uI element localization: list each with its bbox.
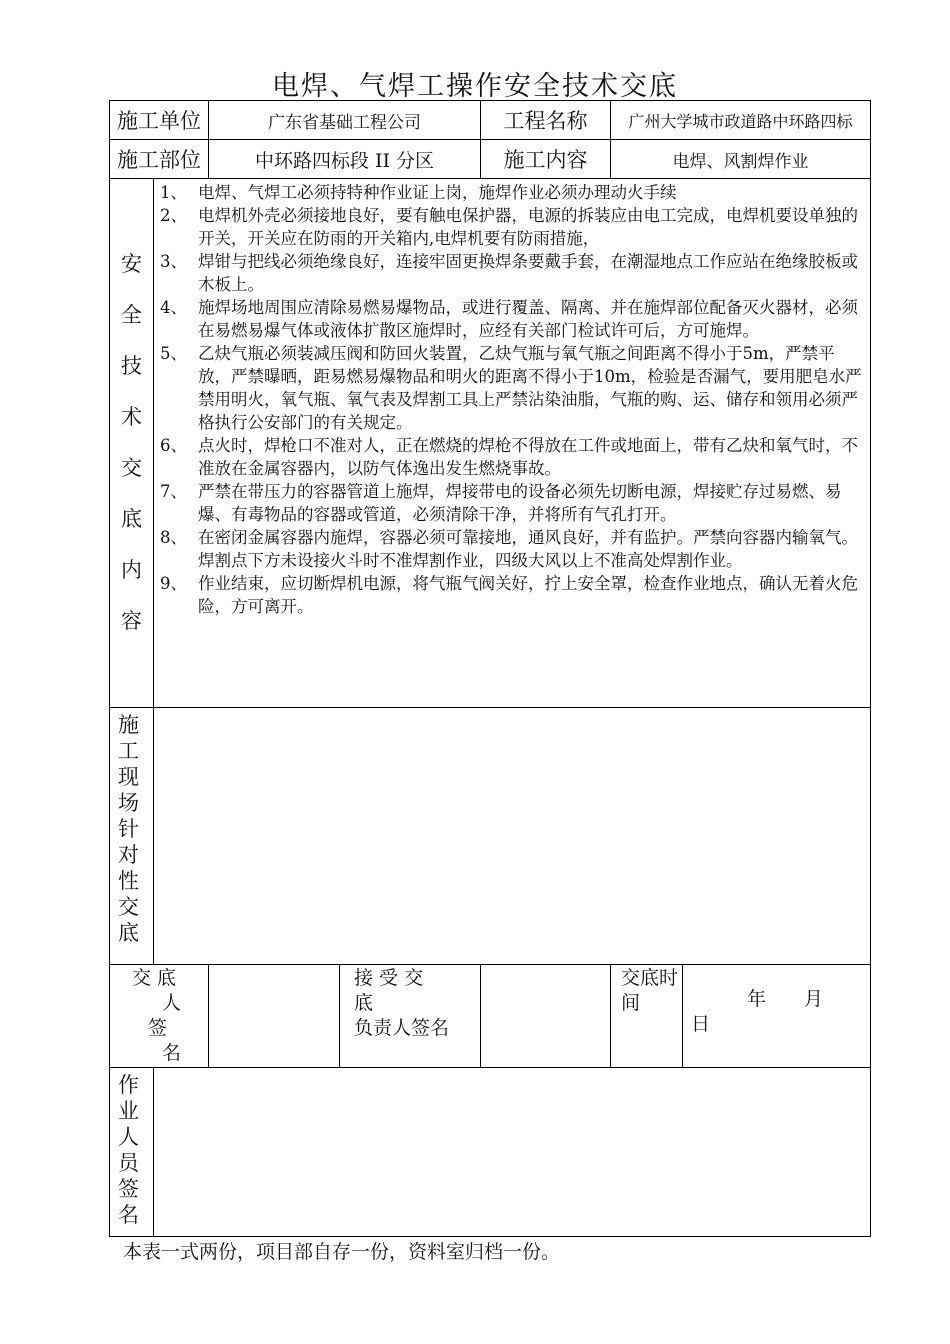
safety-label-char: 安 (121, 252, 142, 276)
discloser-line-2: 人 (162, 992, 182, 1014)
content-value: 电焊、风割焊作业 (611, 140, 871, 179)
safety-item-number: 7、 (160, 482, 187, 501)
unit-label: 施工单位 (110, 101, 209, 140)
disclosure-form (109, 100, 871, 1237)
onsite-label-char: 场 (118, 791, 139, 815)
date-year-month: 年 月 (747, 988, 824, 1010)
safety-label-char: 底 (121, 507, 142, 531)
safety-item (160, 181, 866, 204)
safety-item (160, 572, 866, 618)
safety-item (160, 342, 866, 434)
safety-item-number: 2、 (160, 206, 187, 225)
safety-item-number: 6、 (160, 436, 187, 455)
receiver-line-3: 负责人签名 (354, 1017, 450, 1039)
header-row-1 (110, 101, 871, 140)
date-day: 日 (691, 1013, 711, 1035)
onsite-label-char: 现 (118, 765, 139, 789)
footer-note: 本表一式两份，项目部自存一份，资料室归档一份。 (123, 1241, 561, 1263)
onsite-label-char: 交 (118, 895, 139, 919)
workers-label-char: 业 (118, 1099, 139, 1123)
document-title: 电焊、气焊工操作安全技术交底 (272, 71, 678, 102)
workers-row (110, 1068, 871, 1237)
date-field (683, 965, 871, 1068)
safety-item-text: 电焊、气焊工必须持特种作业证上岗，施焊作业必须办理动火手续 (198, 183, 677, 202)
safety-item-text: 焊钳与把线必须绝缘良好，连接牢固更换焊条要戴手套，在潮湿地点工作应站在绝缘胶板或木板上。 (198, 252, 858, 294)
content-label: 施工内容 (481, 140, 611, 179)
workers-label-char: 签 (118, 1177, 139, 1201)
onsite-label-char: 针 (118, 817, 139, 841)
safety-item (160, 250, 866, 296)
workers-label-char: 员 (118, 1151, 139, 1175)
workers-label-char: 作 (118, 1073, 139, 1097)
discloser-line-1: 交 底 (132, 967, 177, 989)
safety-label-char: 术 (121, 405, 142, 429)
safety-item-number: 3、 (160, 252, 187, 271)
safety-label-char: 技 (121, 354, 142, 378)
onsite-label (110, 708, 154, 965)
onsite-label-char: 施 (118, 713, 139, 737)
discloser-label (110, 965, 209, 1068)
workers-label-char: 人 (118, 1125, 139, 1149)
safety-item (160, 434, 866, 480)
safety-row (110, 179, 871, 708)
discloser-sign-area (209, 965, 340, 1068)
time-label (611, 965, 683, 1068)
onsite-label-char: 工 (118, 739, 139, 763)
safety-label-char: 容 (121, 609, 142, 633)
safety-item-text: 施焊场地周围应清除易燃易爆物品，或进行覆盖、隔离、并在施焊部位配备灭火器材，必须在易燃易爆气体或液体扩散区施焊时，应经有关部门检试许可后，方可施焊。 (198, 298, 858, 340)
safety-item-number: 9、 (160, 574, 187, 593)
workers-sign-area (154, 1068, 871, 1237)
unit-value: 广东省基础工程公司 (209, 101, 481, 140)
time-label-char: 交 (621, 967, 641, 989)
onsite-content (154, 708, 871, 965)
safety-item-text: 在密闭金属容器内施焊，容器必须可靠接地，通风良好，并有监护。严禁向容器内输氧气。焊割点下方未设接火斗时不准焊割作业，四级大风以上不准高处焊割作业。 (198, 528, 858, 570)
workers-label-char: 名 (118, 1203, 139, 1227)
safety-item-text: 严禁在带压力的容器管道上施焊，焊接带电的设备必须先切断电源，焊接贮存过易燃、易爆、有毒物品的容器或管道，必须清除干净，并将所有气孔打开。 (198, 482, 842, 524)
safety-item-text: 作业结束，应切断焊机电源，将气瓶气阀关好，拧上安全罩，检查作业地点，确认无着火危险，方可离开。 (198, 574, 858, 616)
header-row-2 (110, 140, 871, 179)
onsite-row (110, 708, 871, 965)
safety-label-char: 内 (121, 558, 142, 582)
safety-item-number: 1、 (160, 183, 187, 202)
safety-item (160, 204, 866, 250)
dept-value: 中环路四标段 II 分区 (209, 140, 481, 179)
project-label: 工程名称 (481, 101, 611, 140)
dept-label: 施工部位 (110, 140, 209, 179)
receiver-label (340, 965, 481, 1068)
safety-item (160, 480, 866, 526)
onsite-label-char: 对 (118, 843, 139, 867)
safety-item-text: 电焊机外壳必须接地良好，要有触电保护器，电源的拆装应由电工完成，电焊机要设单独的开关，开关应在防雨的开关箱内,电焊机要有防雨措施， (198, 206, 858, 248)
onsite-label-char: 性 (118, 869, 139, 893)
workers-label (110, 1068, 154, 1237)
safety-item-number: 5、 (160, 344, 187, 363)
safety-item (160, 526, 866, 572)
time-label-char: 时 (659, 967, 679, 989)
onsite-label-char: 底 (118, 921, 139, 945)
project-value: 广州大学城市政道路中环路四标 (611, 101, 871, 140)
safety-content (154, 179, 871, 708)
safety-item (160, 296, 866, 342)
safety-item-text: 乙炔气瓶必须装减压阀和防回火装置，乙炔气瓶与氧气瓶之间距离不得小于5m，严禁平放，严禁曝晒，距易燃易爆物品和明火的距离不得小于10m，检验是否漏气，要用肥皂水严禁用明火，氧气瓶、氧气表及焊割工具上严禁沾染油脂，气瓶的购、运、储存和领用必须严格执行公安部门的有关规定。 (198, 344, 862, 432)
safety-item-text: 点火时，焊枪口不准对人，正在燃烧的焊枪不得放在工件或地面上，带有乙炔和氧气时，不准放在金属容器内，以防气体逸出发生燃烧事故。 (198, 436, 858, 478)
safety-label (110, 179, 154, 708)
receiver-sign-area (481, 965, 611, 1068)
safety-item-number: 8、 (160, 528, 187, 547)
safety-item-number: 4、 (160, 298, 187, 317)
time-label-char: 间 (621, 992, 641, 1014)
time-label-char: 底 (640, 967, 660, 989)
receiver-line-2: 底 (354, 992, 374, 1014)
discloser-line-4: 名 (162, 1042, 182, 1064)
safety-label-char: 交 (121, 456, 142, 480)
safety-label-char: 全 (121, 303, 142, 327)
receiver-line-1: 接 受 交 (354, 967, 424, 989)
signature-row (110, 965, 871, 1068)
discloser-line-3: 签 (148, 1017, 168, 1039)
